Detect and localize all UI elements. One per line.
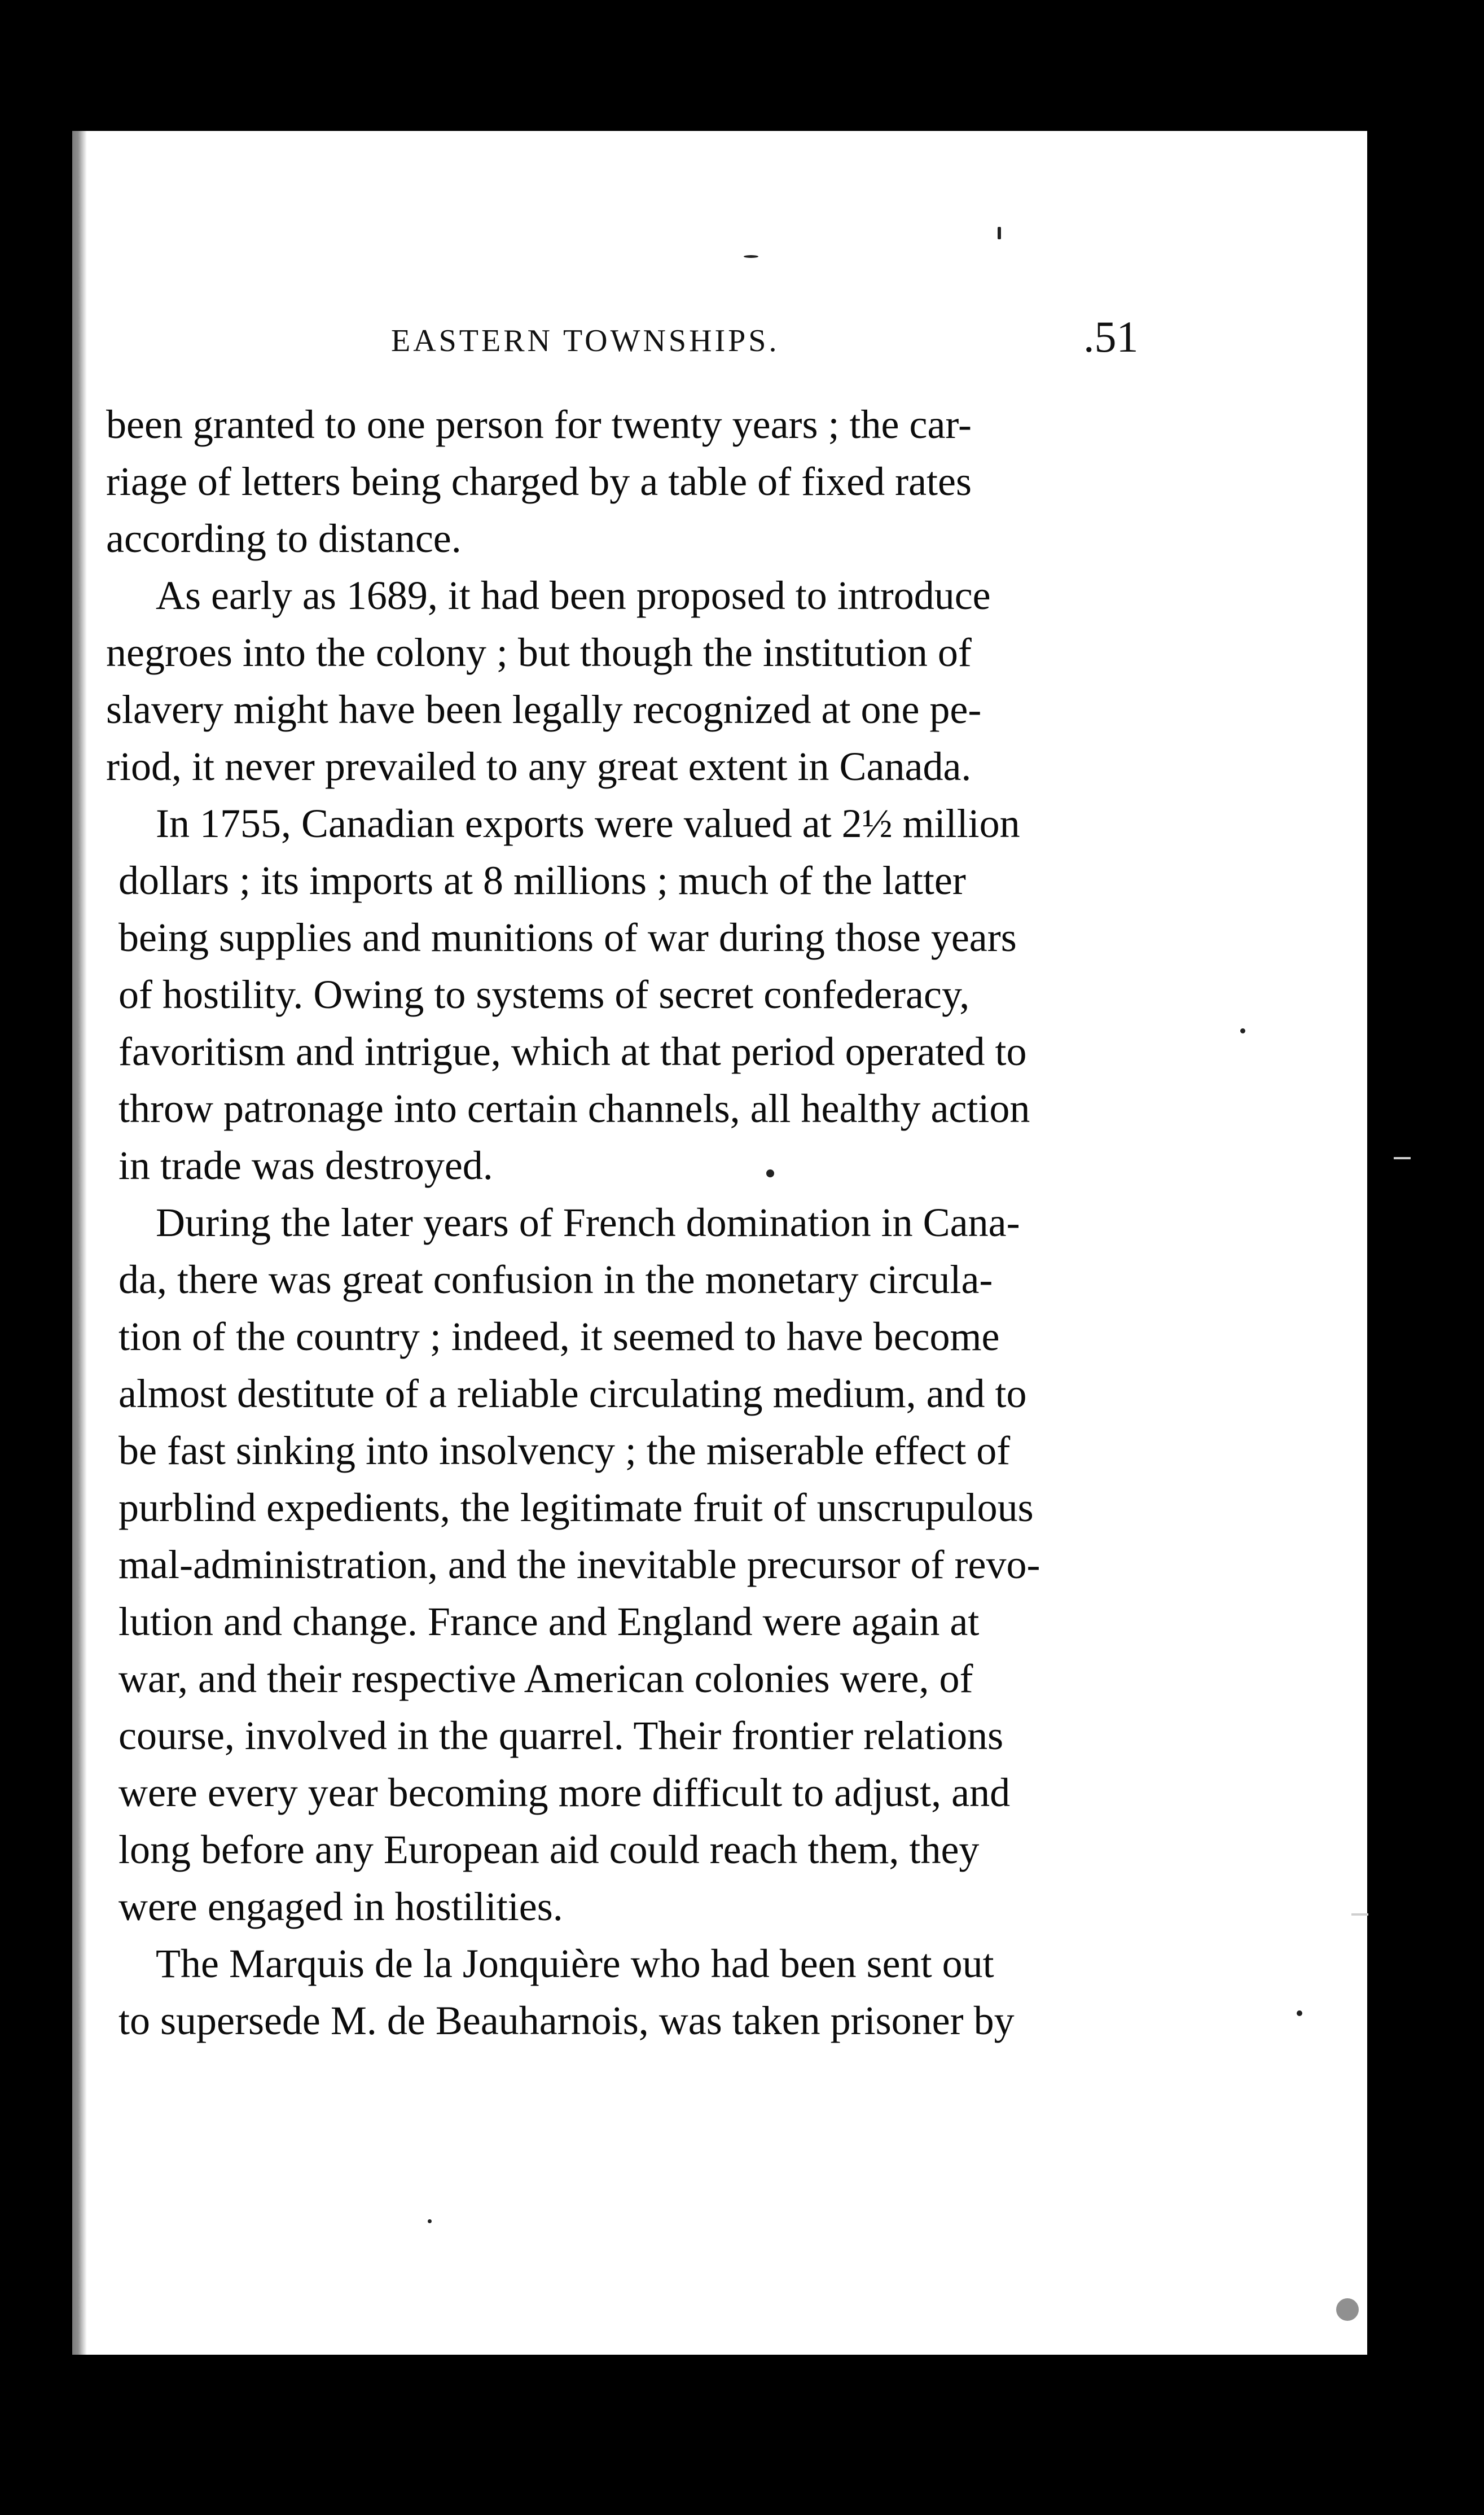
- text-line: riage of letters being charged by a table of fixed rates: [106, 459, 972, 504]
- book-page: [72, 131, 1367, 2355]
- text-line: mal-administration, and the inevitable precursor of revo-: [118, 1542, 1040, 1587]
- margin-mark: [1394, 1157, 1411, 1159]
- text-line: to supersede M. de Beauharnois, was taken prisoner by: [118, 1998, 1015, 2043]
- ink-speck: [998, 227, 1001, 239]
- ink-speck: [1240, 1028, 1245, 1033]
- text-line: according to distance.: [106, 516, 462, 561]
- text-line: were every year becoming more difficult to adjust, and: [118, 1770, 1011, 1815]
- paragraph-start-line: In 1755, Canadian exports were valued at 2½ million: [156, 801, 1020, 846]
- ink-speck: [1297, 2010, 1302, 2016]
- ink-speck: [428, 2219, 432, 2223]
- text-line: being supplies and munitions of war during those years: [118, 915, 1017, 960]
- text-line: be fast sinking into insolvency ; the miserable effect of: [118, 1428, 1011, 1473]
- ink-speck: [744, 255, 758, 258]
- text-line: war, and their respective American colonies were, of: [118, 1656, 973, 1701]
- text-line: of hostility. Owing to systems of secret confederacy,: [118, 972, 970, 1017]
- body-text: [106, 396, 1229, 2049]
- ink-speck: [1336, 2298, 1359, 2321]
- text-line: negroes into the colony ; but though the institution of: [106, 630, 972, 675]
- text-line: dollars ; its imports at 8 millions ; much of the latter: [118, 858, 966, 903]
- text-line: been granted to one person for twenty years ; the car-: [106, 402, 972, 447]
- text-line: lution and change. France and England were again at: [118, 1599, 980, 1644]
- text-line: tion of the country ; indeed, it seemed to have become: [118, 1314, 1000, 1359]
- scan-shadow-edge: [72, 131, 87, 2355]
- ink-speck: [766, 1169, 774, 1177]
- text-line: almost destitute of a reliable circulating medium, and to: [118, 1371, 1027, 1416]
- text-line: throw patronage into certain channels, all healthy action: [118, 1086, 1030, 1131]
- text-line: long before any European aid could reach them, they: [118, 1827, 980, 1872]
- text-line: in trade was destroyed.: [118, 1143, 493, 1188]
- text-line: riod, it never prevailed to any great extent in Canada.: [106, 744, 972, 789]
- page-number: .51: [1083, 312, 1139, 361]
- text-line: da, there was great confusion in the monetary circula-: [118, 1257, 993, 1302]
- text-line: slavery might have been legally recognized at one pe-: [106, 687, 982, 732]
- text-line: were engaged in hostilities.: [118, 1884, 563, 1929]
- text-line: favoritism and intrigue, which at that period operated to: [118, 1029, 1027, 1074]
- running-header: [72, 312, 1367, 362]
- paragraph-start-line: The Marquis de la Jonquière who had been sent out: [156, 1941, 994, 1986]
- margin-mark: [1351, 1913, 1368, 1916]
- running-title: EASTERN TOWNSHIPS.: [391, 323, 780, 358]
- text-line: purblind expedients, the legitimate fruit of unscrupulous: [118, 1485, 1034, 1530]
- paragraph-start-line: As early as 1689, it had been proposed to introduce: [156, 573, 991, 618]
- paragraph-start-line: During the later years of French domination in Cana-: [156, 1200, 1020, 1245]
- text-line: course, involved in the quarrel. Their frontier relations: [118, 1713, 1004, 1758]
